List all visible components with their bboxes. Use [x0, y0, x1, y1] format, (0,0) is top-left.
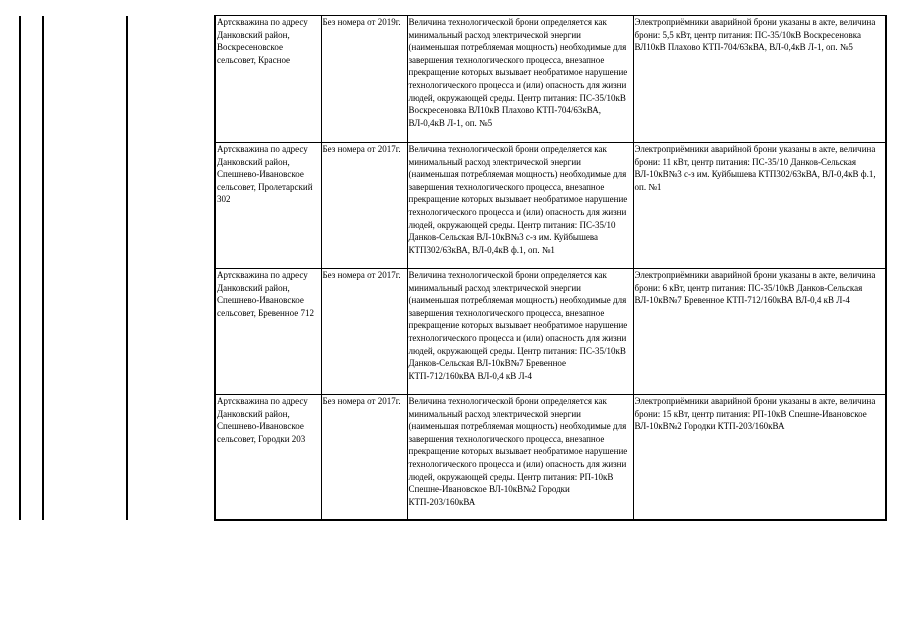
object-address-cell: Артскважина по адресу Данковский район, Воскресеновское сельсовет, Красное	[215, 16, 321, 143]
note-cell: Электроприёмники аварийной брони указаны в акте, величина брони: 5,5 кВт, центр питания: ПС-35/10кВ Воскресеновка ВЛ10кВ Плахово КТП-704/63кВА, ВЛ-0,4кВ Л-1, оп. №5	[633, 16, 886, 143]
document-number-cell: Без номера от 2017г.	[321, 395, 407, 520]
description-cell: Величина технологической брони определяется как минимальный расход электрической энергии (наименьшая потребляемая мощность) необходимые для завершения технологического процесса, внезапное прекращение которых вызывает необратимое нарушение технологического процесса и (или) опасность для жизни людей, окружающей среды. Центр питания: ПС-35/10кВ Воскресеновка ВЛ10кВ Плахово КТП-704/63кВА, ВЛ-0,4кВ Л-1, оп. №5	[407, 16, 633, 143]
document-number-cell: Без номера от 2019г.	[321, 16, 407, 143]
object-address-cell: Артскважина по адресу Данковский район, Спешнево-Ивановское сельсовет, Пролетарский 302	[215, 143, 321, 269]
document-number-cell: Без номера от 2017г.	[321, 269, 407, 395]
reservation-table	[214, 15, 887, 521]
object-address-cell: Артскважина по адресу Данковский район, Спешнево-Ивановское сельсовет, Городки 203	[215, 395, 321, 520]
document-number-cell: Без номера от 2017г.	[321, 143, 407, 269]
object-address-cell: Артскважина по адресу Данковский район, Спешнево-Ивановское сельсовет, Бревенное 712	[215, 269, 321, 395]
description-cell: Величина технологической брони определяется как минимальный расход электрической энергии (наименьшая потребляемая мощность) необходимые для завершения технологического процесса, внезапное прекращение которых вызывает необратимое нарушение технологического процесса и (или) опасность для жизни людей, окружающей среды. Центр питания: ПС-35/10кВ Данков-Сельская ВЛ-10кВ№7 Бревенное КТП-712/160кВА ВЛ-0,4 кВ Л-4	[407, 269, 633, 395]
description-cell: Величина технологической брони определяется как минимальный расход электрической энергии (наименьшая потребляемая мощность) необходимые для завершения технологического процесса, внезапное прекращение которых вызывает необратимое нарушение технологического процесса и (или) опасность для жизни людей, окружающей среды. Центр питания: РП-10кВ Спешне-Ивановское ВЛ-10кВ№2 Городки КТП-203/160кВА	[407, 395, 633, 520]
note-cell: Электроприёмники аварийной брони указаны в акте, величина брони: 11 кВт, центр питания: ПС-35/10 Данков-Сельская ВЛ-10кВ№3 с-з им. Куйбышева КТП302/63кВА, ВЛ-0,4кВ ф.1, оп. №1	[633, 143, 886, 269]
table-row	[215, 269, 886, 395]
description-cell: Величина технологической брони определяется как минимальный расход электрической энергии (наименьшая потребляемая мощность) необходимые для завершения технологического процесса, внезапное прекращение которых вызывает необратимое нарушение технологического процесса и (или) опасность для жизни людей, окружающей среды. Центр питания: ПС-35/10 Данков-Сельская ВЛ-10кВ№3 с-з им. Куйбышева КТП302/63кВА, ВЛ-0,4кВ ф.1, оп. №1	[407, 143, 633, 269]
left-column-border-3	[126, 16, 128, 520]
left-column-border-2	[42, 16, 44, 520]
left-column-border-1	[19, 16, 21, 520]
table-row	[215, 16, 886, 143]
table-row	[215, 395, 886, 520]
note-cell: Электроприёмники аварийной брони указаны в акте, величина брони: 15 кВт, центр питания: РП-10кВ Спешне-Ивановское ВЛ-10кВ№2 Городки КТП-203/160кВА	[633, 395, 886, 520]
table-row	[215, 143, 886, 269]
note-cell: Электроприёмники аварийной брони указаны в акте, величина брони: 6 кВт, центр питания: ПС-35/10кВ Данков-Сельская ВЛ-10кВ№7 Бревенное КТП-712/160кВА ВЛ-0,4 кВ Л-4	[633, 269, 886, 395]
